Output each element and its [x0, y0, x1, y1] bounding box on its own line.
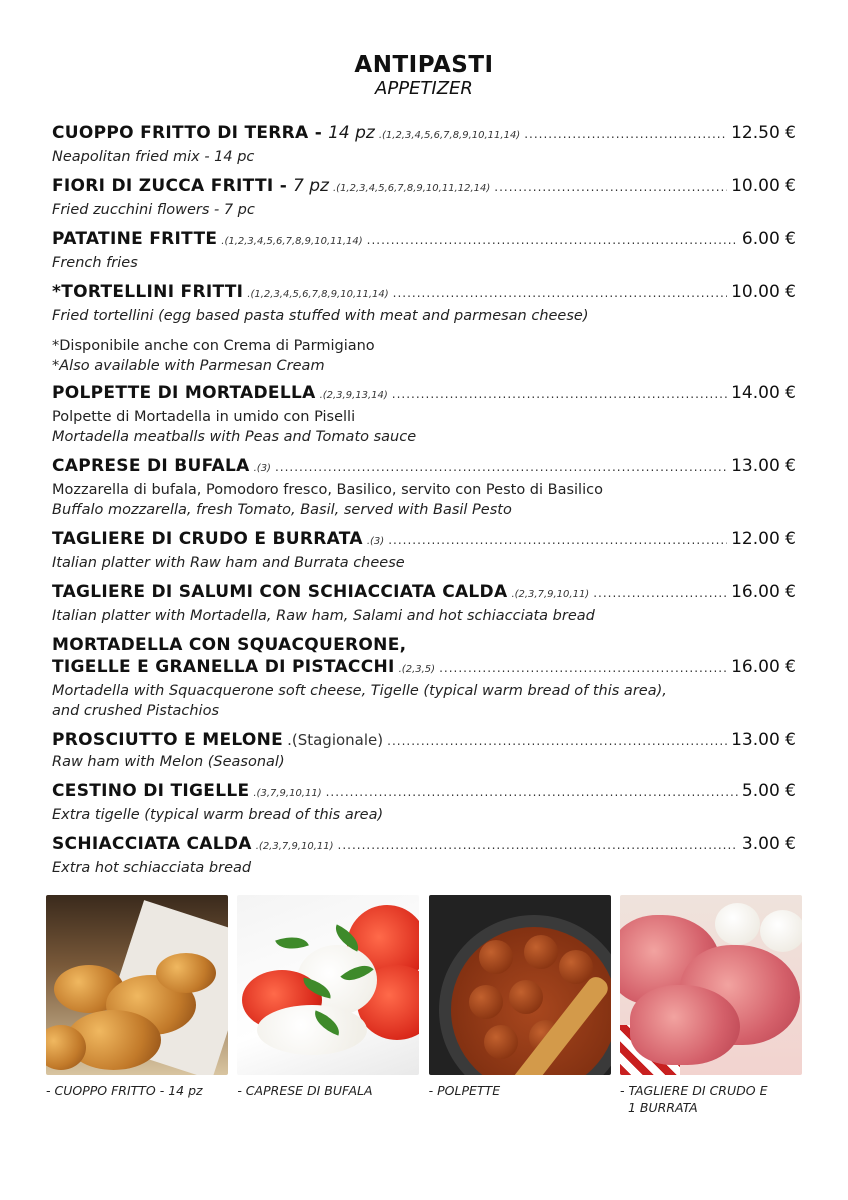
photo-caption: [620, 1082, 802, 1116]
photo-caption: - POLPETTE: [428, 1083, 501, 1098]
availability-it-prefix: *Disponibile anche con: [52, 338, 224, 354]
item-description-en: Mortadella meatballs with Peas and Tomato sauce: [52, 429, 417, 445]
menu-item-polpette: [52, 382, 796, 447]
allergen-note: .(1,2,3,4,5,6,7,8,9,10,11,14): [221, 236, 363, 247]
item-price: 14.00 €: [731, 383, 796, 403]
item-description-en-2: and crushed Pistachios: [52, 703, 220, 719]
photo-strip: [46, 895, 802, 1116]
dot-leader: [338, 834, 738, 856]
dot-leader: [387, 730, 727, 752]
item-name: CUOPPO FRITTO DI TERRA -: [52, 123, 323, 143]
photo-card-caprese: [237, 895, 419, 1116]
item-name: TAGLIERE DI CRUDO E BURRATA: [52, 529, 363, 549]
menu-item-tortellini: [52, 281, 796, 326]
allergen-note: .(2,3,9,13,14): [319, 390, 388, 401]
menu-item-cuoppo: [52, 122, 796, 167]
dot-leader: [275, 456, 727, 478]
dot-leader: [393, 282, 727, 304]
item-price: 16.00 €: [731, 582, 796, 602]
item-pieces: 14 pz: [328, 123, 375, 143]
availability-it-highlight: Crema di Parmigiano: [223, 338, 375, 354]
menu-item-tagliere-salumi: [52, 581, 796, 626]
item-price: 10.00 €: [731, 282, 796, 302]
item-description-en: Fried zucchini flowers - 7 pc: [52, 202, 255, 218]
dot-leader: [524, 123, 727, 145]
photo-caption-line1: - TAGLIERE DI CRUDO E: [619, 1083, 768, 1098]
item-name: PROSCIUTTO E MELONE: [52, 730, 284, 750]
allergen-note: .(3): [366, 536, 385, 547]
item-price: 5.00 €: [741, 781, 796, 801]
menu-item-patatine: [52, 228, 796, 273]
allergen-note: .(2,3,5): [398, 664, 436, 675]
dot-leader: [388, 529, 727, 551]
caprese-photo: [237, 895, 419, 1075]
dot-leader: [439, 657, 727, 679]
availability-note: [52, 336, 796, 376]
item-name: POLPETTE DI MORTADELLA: [52, 383, 316, 403]
photo-caption: - CAPRESE DI BUFALA: [237, 1083, 373, 1098]
item-price: 16.00 €: [731, 657, 796, 677]
item-price: 10.00 €: [731, 176, 796, 196]
item-description-en: Italian platter with Mortadella, Raw ham, Salami and hot schiacciata bread: [52, 608, 595, 624]
item-description-en: Extra tigelle (typical warm bread of this area): [52, 807, 384, 823]
menu-item-fiori-di-zucca: [52, 175, 796, 220]
availability-en-highlight: Parmesan Cream: [199, 358, 325, 374]
item-description-en: Extra hot schiacciata bread: [52, 860, 252, 876]
photo-card-tagliere: [620, 895, 802, 1116]
availability-en-prefix: *Also available with: [52, 358, 200, 374]
item-price: 13.00 €: [731, 456, 796, 476]
item-name: *TORTELLINI FRITTI: [52, 282, 244, 302]
item-pieces: 7 pz: [293, 176, 329, 196]
menu-list: [52, 122, 796, 886]
section-title: ANTIPASTI: [354, 52, 494, 78]
menu-item-caprese: [52, 455, 796, 520]
allergen-note: .(3,7,9,10,11): [253, 788, 322, 799]
menu-item-schiacciata: [52, 833, 796, 878]
photo-caption-line2: 1 BURRATA: [627, 1100, 698, 1115]
item-price: 12.50 €: [731, 123, 796, 143]
menu-item-mortadella-squacquerone: [52, 634, 796, 721]
menu-item-tagliere-crudo: [52, 528, 796, 573]
item-name: PATATINE FRITTE: [52, 229, 218, 249]
cuoppo-photo: [46, 895, 228, 1075]
allergen-note: .(3): [253, 463, 271, 474]
item-name: TIGELLE E GRANELLA DI PISTACCHI: [52, 657, 395, 677]
item-description-en: Italian platter with Raw ham and Burrata cheese: [52, 555, 405, 571]
item-description-en: Buffalo mozzarella, fresh Tomato, Basil, served with Basil Pesto: [52, 502, 512, 518]
menu-header: [0, 52, 848, 99]
item-description-en: Raw ham with Melon (Seasonal): [52, 754, 285, 770]
photo-card-polpette: [429, 895, 611, 1116]
dot-leader: [392, 383, 727, 405]
section-subtitle: APPETIZER: [375, 78, 473, 99]
item-name: FIORI DI ZUCCA FRITTI -: [52, 176, 288, 196]
item-description-en: French fries: [52, 255, 138, 271]
allergen-note: .(2,3,7,9,10,11): [511, 589, 590, 600]
item-price: 12.00 €: [731, 529, 796, 549]
polpette-photo: [429, 895, 611, 1075]
item-description-en: Mortadella with Squacquerone soft cheese, Tigelle (typical warm bread of this area),: [52, 683, 667, 699]
item-name-line1: MORTADELLA CON SQUACQUERONE,: [52, 635, 407, 655]
allergen-note: .(2,3,7,9,10,11): [255, 841, 334, 852]
photo-card-cuoppo: [46, 895, 228, 1116]
item-description-it: Polpette di Mortadella in umido con Piselli: [52, 409, 356, 425]
allergen-note: .(1,2,3,4,5,6,7,8,9,10,11,14): [247, 289, 389, 300]
allergen-note: .(1,2,3,4,5,6,7,8,9,10,11,12,14): [332, 183, 491, 194]
item-name: SCHIACCIATA CALDA: [52, 834, 252, 854]
item-price: 3.00 €: [741, 834, 796, 854]
item-description-it: Mozzarella di bufala, Pomodoro fresco, Basilico, servito con Pesto di Basilico: [52, 482, 603, 498]
item-price: 6.00 €: [741, 229, 796, 249]
item-description-en: Fried tortellini (egg based pasta stuffed with meat and parmesan cheese): [52, 308, 589, 324]
dot-leader: [593, 582, 727, 604]
tagliere-photo: [620, 895, 802, 1075]
item-name: CAPRESE DI BUFALA: [52, 456, 250, 476]
dot-leader: [367, 229, 738, 251]
menu-item-prosciutto-melone: [52, 729, 796, 772]
allergen-note: .(Stagionale): [287, 731, 384, 749]
item-price: 13.00 €: [731, 730, 796, 750]
allergen-note: .(1,2,3,4,5,6,7,8,9,10,11,14): [378, 130, 521, 141]
item-name: TAGLIERE DI SALUMI CON SCHIACCIATA CALDA: [52, 582, 508, 602]
dot-leader: [494, 176, 727, 198]
item-description-en: Neapolitan fried mix - 14 pc: [52, 149, 255, 165]
dot-leader: [326, 781, 738, 803]
item-name: CESTINO DI TIGELLE: [52, 781, 250, 801]
photo-caption: - CUOPPO FRITTO - 14 pz: [46, 1083, 203, 1098]
menu-item-cestino-tigelle: [52, 780, 796, 825]
